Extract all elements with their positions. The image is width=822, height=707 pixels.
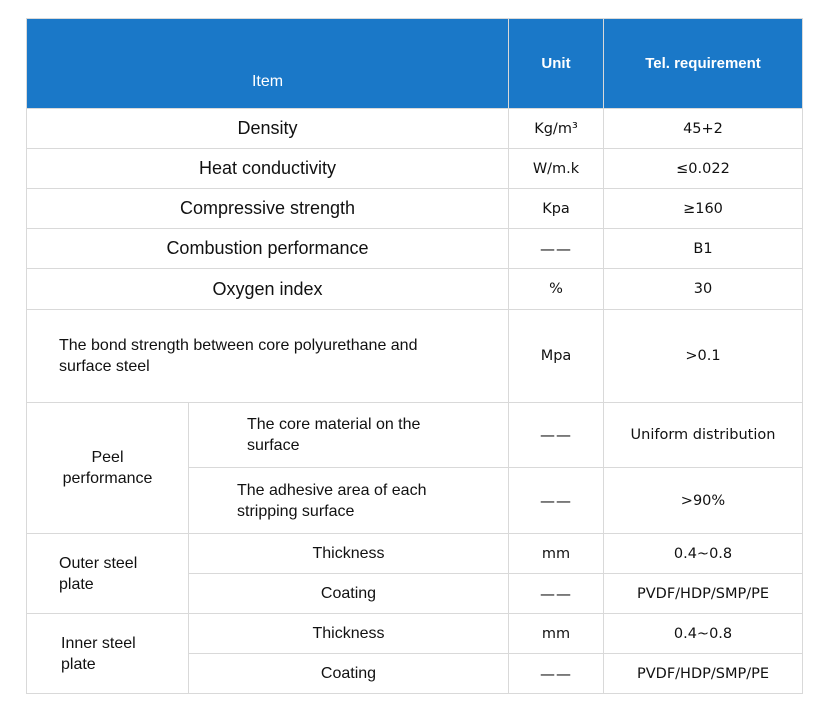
item-compressive-strength: Compressive strength [27,189,509,229]
requirement-cell: PVDF/HDP/SMP/PE [604,654,803,694]
requirement-cell: 0.4~0.8 [604,614,803,654]
unit-cell: Kg/m³ [509,109,604,149]
requirement-cell: 45+2 [604,109,803,149]
item-density: Density [27,109,509,149]
table-row [27,310,803,403]
item-oxygen-index: Oxygen index [27,269,509,310]
item-heat-conductivity: Heat conductivity [27,149,509,189]
item-core-material: The core material on the surface [189,403,509,468]
header-item: Item [27,19,509,109]
unit-cell: —— [509,574,604,614]
item-bond-strength: The bond strength between core polyurethane and surface steel [27,310,509,403]
table-row [27,149,803,189]
requirement-cell: PVDF/HDP/SMP/PE [604,574,803,614]
header-requirement: Tel. requirement [604,19,803,109]
item-coating: Coating [189,654,509,694]
requirement-cell: ≤0.022 [604,149,803,189]
item-adhesive-area: The adhesive area of each stripping surface [189,468,509,534]
group-peel-performance: Peel performance [27,403,189,534]
requirement-cell: ≥160 [604,189,803,229]
unit-cell: W/m.k [509,149,604,189]
unit-cell: —— [509,468,604,534]
requirement-cell: 0.4~0.8 [604,534,803,574]
unit-cell: —— [509,654,604,694]
table-row [27,269,803,310]
unit-cell: Mpa [509,310,604,403]
table-row [27,229,803,269]
unit-cell: % [509,269,604,310]
requirement-cell: >0.1 [604,310,803,403]
table-row [27,534,803,574]
requirement-cell: >90% [604,468,803,534]
header-unit: Unit [509,19,604,109]
unit-cell: mm [509,534,604,574]
spec-table [26,18,803,694]
item-combustion-performance: Combustion performance [27,229,509,269]
group-outer-steel-plate: Outer steel plate [27,534,189,614]
unit-cell: —— [509,229,604,269]
requirement-cell: Uniform distribution [604,403,803,468]
table-row [27,403,803,468]
unit-cell: mm [509,614,604,654]
item-thickness: Thickness [189,614,509,654]
unit-cell: —— [509,403,604,468]
item-thickness: Thickness [189,534,509,574]
requirement-cell: 30 [604,269,803,310]
group-inner-steel-plate: Inner steel plate [27,614,189,694]
requirement-cell: B1 [604,229,803,269]
table-row [27,614,803,654]
table-row [27,189,803,229]
unit-cell: Kpa [509,189,604,229]
table-row [27,109,803,149]
item-coating: Coating [189,574,509,614]
header-row [27,19,803,109]
